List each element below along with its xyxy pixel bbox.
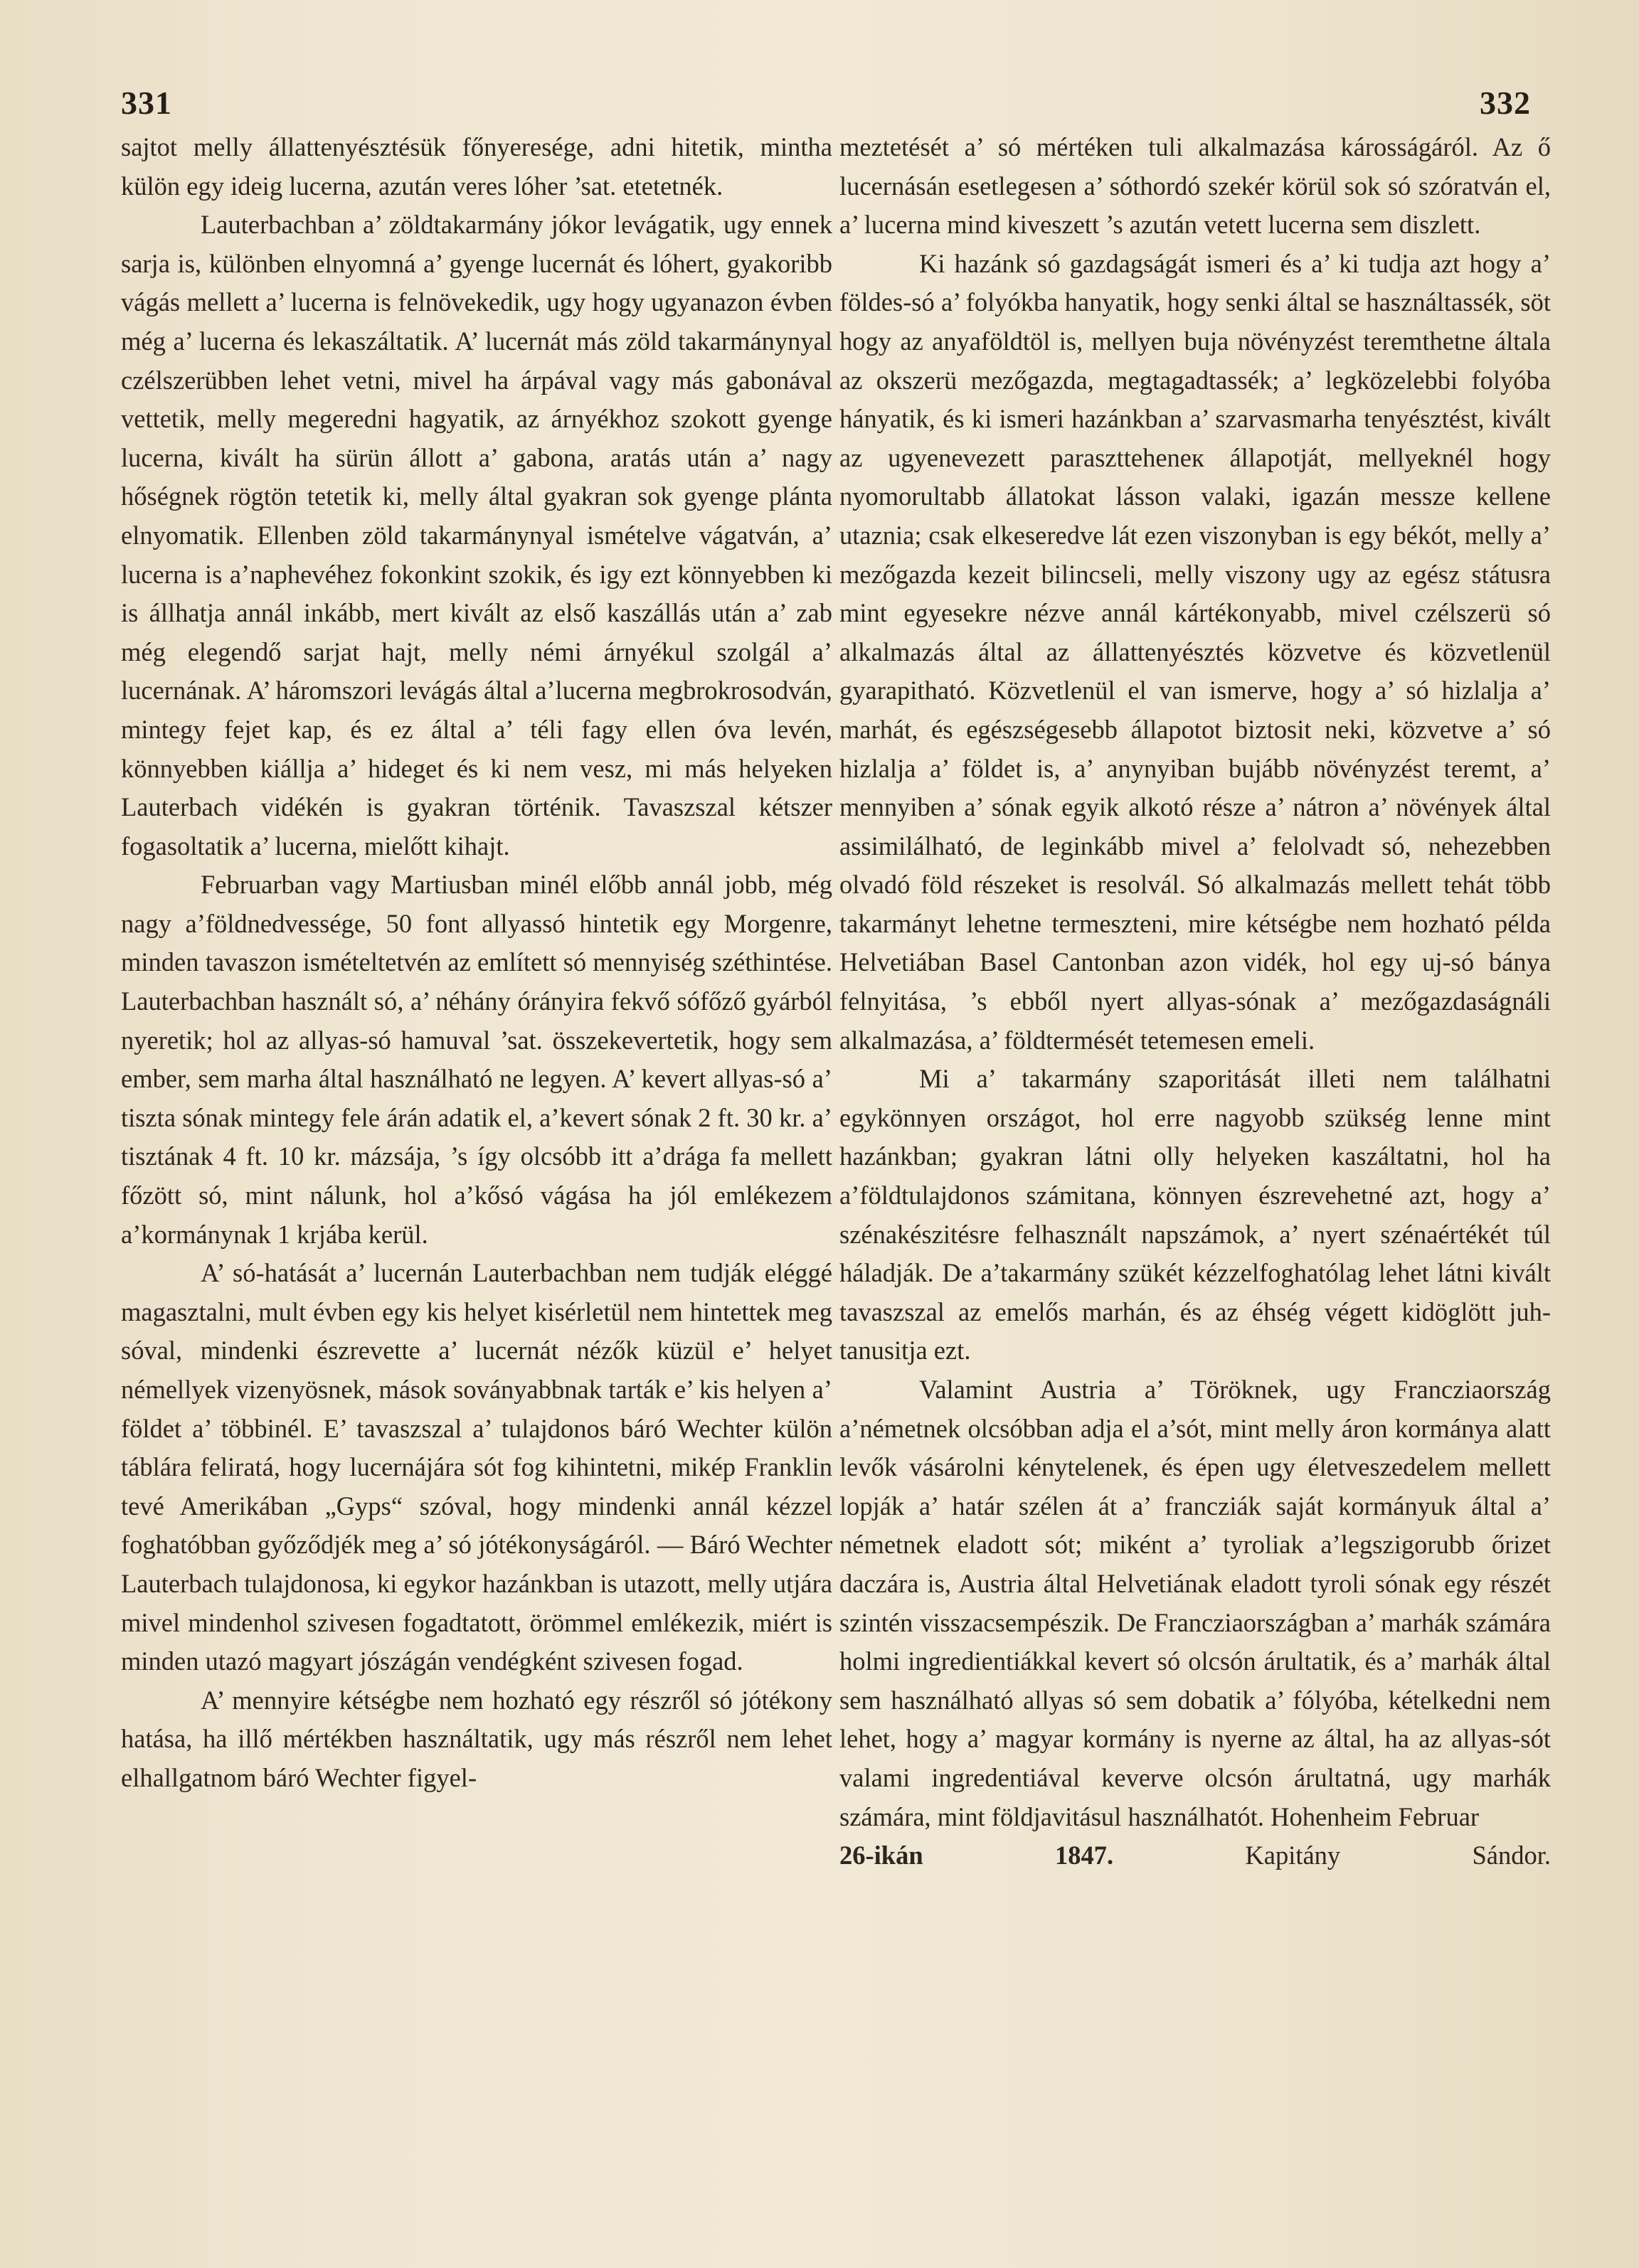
- left-paragraph-4: A’ só-hatását a’ lucernán Lauterbachban nem tudják eléggé magasztalni, mult évben egy kis helyet kisérletül nem hintettek meg sóval, mindenki észrevette a’ lucernát nézők küzül e’ helyet némellyek vizenyösnek, mások soványabbnak tarták e’ kis helyen a’ földet a’ többinél. E’ tavaszszal a’ tulajdonos báró Wechter külön táblára feliratá, hogy lucernájára sót fog kihintetni, mikép Franklin tevé Amerikában „Gyps“ szóval, hogy mindenki annál kézzel foghatóbban győződjék meg a’ só jótékonyságáról. — Báró Wechter Lauterbach tulajdonosa, ki egykor hazánkban is utazott, melly utjára mivel mindenhol szivesen fogadtatott, örömmel emlékezik, miért is minden utazó magyart jószágán vendégként szivesen fogad.: [121, 1258, 832, 1676]
- left-text-column: [121, 128, 832, 1798]
- right-paragraph-3: Mi a’ takarmány szaporitását illeti nem találhatni egykönnyen országot, hol erre nagyobb szükség lenne mint hazánkban; gyakran látni olly helyeken kaszáltatni, hol ha a’földtulajdonos számitana, könnyen észrevehetné azt, hogy a’ szénakészitésre felhasznált napszámok, a’ nyert szénaértékét túl háladják. De a’takarmány szükét kézzelfoghatólag lehet látni kivált tavaszszal az emelős marhán, és az éhség végett kidöglött juh-tanusitja ezt.: [839, 1064, 1551, 1365]
- signoff-author: Kapitány Sándor.: [1245, 1841, 1552, 1870]
- left-paragraph-1: sajtot melly állattenyésztésük főnyeresége, adni hitetik, mintha külön egy ideig lucerna, azután veres lóher ’sat. etetetnék.: [121, 132, 832, 201]
- right-paragraph-4: Valamint Austria a’ Töröknek, ugy Francziaország a’németnek olcsóbban adja el a’sót, mint melly áron kormánya alatt levők vásárolni kénytelenek, és épen ugy életveszedelem mellett lopják a’ határ szélen át a’ francziák saját kormányuk által a’ németnek eladott sót; miként a’ tyroliak a’legszigorubb őrizet daczára is, Austria által Helvetiának eladott tyroli sónak egy részét szintén visszacsempészik. De Francziaországban a’ marhák számára holmi ingredientiákkal kevert só olcsón árultatik, és a’ marhák által sem használható allyas só sem dobatik a’ fólyóba, kételkedni nem lehet, hogy a’ magyar kormány is nyerne az által, ha az allyas-sót valami ingredentiával keverve olcsón árultatná, ugy marhák számára, mint földjavitásul használhatót. Hohenheim Februar: [839, 1375, 1551, 1831]
- right-paragraph-1: meztetését a’ só mértéken tuli alkalmazása károsságáról. Az ő lucernásán esetlegesen a’ sóthordó szekér körül sok só szóratván el, a’ lucerna mind kiveszett ’s azután vetett lucerna sem diszlett.: [839, 132, 1551, 240]
- signoff-date: 26-ikán 1847.: [839, 1841, 1114, 1870]
- left-page-number: 331: [121, 85, 172, 121]
- right-page-number: 332: [1480, 85, 1531, 121]
- left-paragraph-3: Februarban vagy Martiusban minél előbb annál jobb, még nagy a’földnedvessége, 50 font allyassó hintetik egy Morgenre, minden tavaszon ismételtetvén az említett só mennyiség széthintése. Lauterbachban használt só, a’ néhány órányira fekvő sófőző gyárból nyeretik; hol az allyas-só hamuval ’sat. összekevertetik, hogy sem ember, sem marha által használható ne legyen. A’ kevert allyas-só a’ tiszta sónak mintegy fele árán adatik el, a’kevert sónak 2 ft. 30 kr. a’ tisztának 4 ft. 10 kr. mázsája, ’s így olcsóbb itt a’drága fa mellett főzött só, mint nálunk, hol a’kősó vágása ha jól emlékezem a’kormánynak 1 krjába kerül.: [121, 870, 832, 1249]
- signoff-line: [839, 1836, 1551, 1875]
- right-text-column: [839, 128, 1551, 1875]
- left-paragraph-2: Lauterbachban a’ zöldtakarmány jókor levágatik, ugy ennek sarja is, különben elnyomná a’ gyenge lucernát és lóhert, gyakoribb vágás mellett a’ lucerna is felnövekedik, ugy hogy ugyanazon évben még a’ lucerna és lekaszáltatik. A’ lucernát más zöld takarmánynyal czélszerübben lehet vetni, mivel ha árpával vagy más gabonával vettetik, melly megeredni hagyatik, az árnyékhoz szokott gyenge lucerna, kivált ha sürün állott a’ gabona, aratás után a’ nagy hőségnek rögtön tetetik ki, melly által gyakran sok gyenge plánta elnyomatik. Ellenben zöld takarmánynyal ismételve vágatván, a’ lucerna is a’naphevéhez fokonkint szokik, és igy ezt könnyebben ki is állhatja annál inkább, mert kivált az első kaszállás után a’ zab még elegendő sarjat hajt, melly némi árnyékul szolgál a’ lucernának. A’ háromszori levágás által a’lucerna megbrokrosodván, mintegy fejet kap, és ez által a’ téli fagy ellen óva levén, könnyebben kiállja a’ hideget és ki nem vesz, mi más helyeken Lauterbach vidékén is gyakran történik. Tavaszszal kétszer fogasoltatik a’ lucerna, mielőtt kihajt.: [121, 210, 832, 861]
- right-paragraph-2: Ki hazánk só gazdagságát ismeri és a’ ki tudja azt hogy a’ földes-só a’ folyókba hanyatik, hogy senki által se használtassék, söt hogy az anyaföldtöl is, mellyen buja növényzést teremthetne általa az okszerü mezőgazda, megtagadtassék; a’ legközelebbi folyóba hányatik, és ki ismeri hazánkban a’ szarvasmarha tenyésztést, kivált az ugyenevezett parasztteheneк állapotját, mellyeknél hogy nyomorultabb állatokat lásson valaki, igazán messze kellene utaznia; csak elkeseredve lát ezen viszonyban is egy békót, melly a’ mezőgazda kezeit bilincseli, melly viszony ugy az egész státusra mint egyesekre nézve annál kártékonyabb, mivel czélszerü só alkalmazás által az állattenyésztés közvetve és közvetlenül gyarapitható. Közvetlenül el van ismerve, hogy a’ só hizlalja a’ marhát, és egészségesebb állapotot biztosit neki, közvetve a’ só hizlalja a’ földet is, a’ anynyiban bujább növényzést teremt, a’ mennyiben a’ sónak egyik alkotó része a’ nátron a’ növények által assimilálható, de leginkább mivel a’ felolvadt só, nehezebben olvadó föld részeket is resolvál. Só alkalmazás mellett tehát több takarmányt lehetne termeszteni, mire kétségbe nem hozható példa Helvetiában Basel Cantonban azon vidék, hol egy uj-só bánya felnyitása, ’s ebből nyert allyas-sónak a’ mezőgazdaságnáli alkalmazása, a’ földtermését tetemesen emeli.: [839, 248, 1551, 1055]
- left-paragraph-5: A’ mennyire kétségbe nem hozható egy részről só jótékony hatása, ha illő mértékben használtatik, ugy más részről nem lehet elhallgatnom báró Wechter figyel-: [121, 1685, 832, 1792]
